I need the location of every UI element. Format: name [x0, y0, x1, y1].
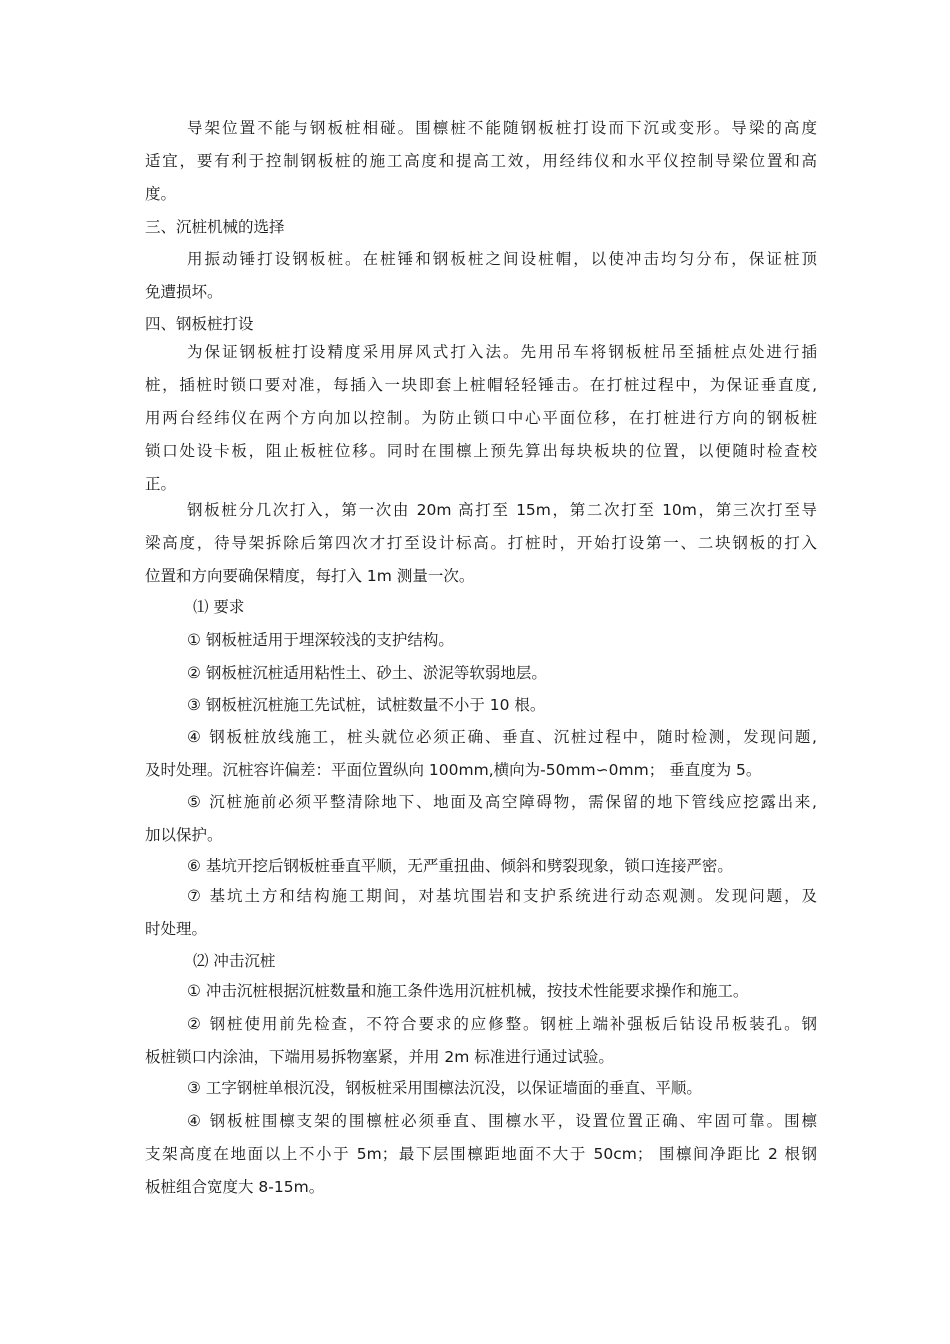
- text-line: 正。: [145, 475, 177, 493]
- paragraph-driving-stages: [145, 494, 817, 593]
- text-line: 导架位置不能与钢板桩相碰。围檩桩不能随钢板桩打设而下沉或变形。导梁的高度: [187, 119, 817, 137]
- text-line: ③ 工字钢桩单根沉没，钢板桩采用围檩法沉没，以保证墙面的垂直、平顺。: [187, 1079, 702, 1097]
- list-item: [145, 1008, 817, 1074]
- list-item: [145, 850, 817, 883]
- text-line: 钢板桩分几次打入，第一次由 20m 高打至 15m，第二次打至 10m，第三次打至导: [187, 501, 817, 519]
- paragraph-screen-method: [145, 336, 817, 501]
- text-line: 免遭损坏。: [145, 283, 223, 301]
- text-line: 用两台经纬仪在两个方向加以控制。为防止锁口中心平面位移，在打桩进行方向的钢板桩: [145, 409, 817, 427]
- heading-text: 三、沉桩机械的选择: [145, 218, 285, 236]
- text-line: 适宜，要有利于控制钢板桩的施工高度和提高工效，用经纬仪和水平仪控制导梁位置和高: [145, 152, 817, 170]
- subheading-impact-pile-sinking: [145, 945, 817, 978]
- text-line: ② 钢桩使用前先检查，不符合要求的应修整。钢桩上端补强板后钻设吊板装孔。钢: [187, 1015, 817, 1033]
- text-line: 桩，插桩时锁口要对准，每插入一块即套上桩帽轻轻锤击。在打桩过程中，为保证垂直度,: [145, 376, 817, 394]
- paragraph-guide-frame: [145, 112, 817, 211]
- list-item: [145, 689, 817, 722]
- text-line: ④ 钢板桩放线施工，桩头就位必须正确、垂直、沉桩过程中，随时检测，发现问题,: [187, 728, 817, 746]
- text-line: ① 冲击沉桩根据沉桩数量和施工条件选用沉桩机械，按技术性能要求操作和施工。: [187, 982, 749, 1000]
- list-item: [145, 657, 817, 690]
- list-item: [145, 1105, 817, 1204]
- heading-text: ⑴ 要求: [193, 598, 245, 616]
- list-item: [145, 1072, 817, 1105]
- text-line: ⑥ 基坑开挖后钢板桩垂直平顺，无严重扭曲、倾斜和劈裂现象，锁口连接严密。: [187, 857, 733, 875]
- text-line: 为保证钢板桩打设精度采用屏风式打入法。先用吊车将钢板桩吊至插桩点处进行插: [187, 343, 817, 361]
- text-line: ② 钢板桩沉桩适用粘性土、砂土、淤泥等软弱地层。: [187, 664, 547, 682]
- text-line: 加以保护。: [145, 826, 223, 844]
- text-line: 时处理。: [145, 920, 208, 938]
- list-item: [145, 786, 817, 852]
- subheading-requirements: [145, 591, 817, 624]
- text-line: 板桩锁口内涂油，下端用易拆物塞紧，并用 2m 标准进行通过试验。: [145, 1048, 614, 1066]
- text-line: ③ 钢板桩沉桩施工先试桩，试桩数量不小于 10 根。: [187, 696, 546, 714]
- text-line: 板桩组合宽度大 8-15m。: [145, 1178, 325, 1196]
- section-heading-pile-machinery: [145, 211, 817, 244]
- text-line: ④ 钢板桩围檩支架的围檩桩必须垂直、围檩水平，设置位置正确、牢固可靠。围檩: [187, 1112, 817, 1130]
- heading-text: ⑵ 冲击沉桩: [193, 952, 276, 970]
- text-line: ⑦ 基坑土方和结构施工期间，对基坑围岩和支护系统进行动态观测。发现问题，及: [187, 887, 817, 905]
- text-line: 及时处理。沉桩容许偏差：平面位置纵向 100mm,横向为-50mm∽0mm； 垂直度为 5。: [145, 761, 762, 779]
- heading-text: 四、钢板桩打设: [145, 315, 254, 333]
- text-line: 支架高度在地面以上不小于 5m；最下层围檩距地面不大于 50cm； 围檩间净距比 2 根钢: [145, 1145, 817, 1163]
- text-line: 梁高度，待导架拆除后第四次才打至设计标高。打桩时，开始打设第一、二块钢板的打入: [145, 534, 817, 552]
- text-line: 锁口处设卡板，阻止板桩位移。同时在围檩上预先算出每块板块的位置，以便随时检查校: [145, 442, 817, 460]
- list-item: [145, 975, 817, 1008]
- text-line: 用振动锤打设钢板桩。在桩锤和钢板桩之间设桩帽，以使冲击均匀分布，保证桩顶: [187, 250, 817, 268]
- text-line: ⑤ 沉桩施前必须平整清除地下、地面及高空障碍物，需保留的地下管线应挖露出来,: [187, 793, 817, 811]
- paragraph-vibration-hammer: [145, 243, 817, 309]
- list-item: [145, 624, 817, 657]
- list-item: [145, 880, 817, 946]
- list-item: [145, 721, 817, 787]
- text-line: ① 钢板桩适用于埋深较浅的支护结构。: [187, 631, 454, 649]
- text-line: 度。: [145, 185, 177, 203]
- text-line: 位置和方向要确保精度，每打入 1m 测量一次。: [145, 567, 475, 585]
